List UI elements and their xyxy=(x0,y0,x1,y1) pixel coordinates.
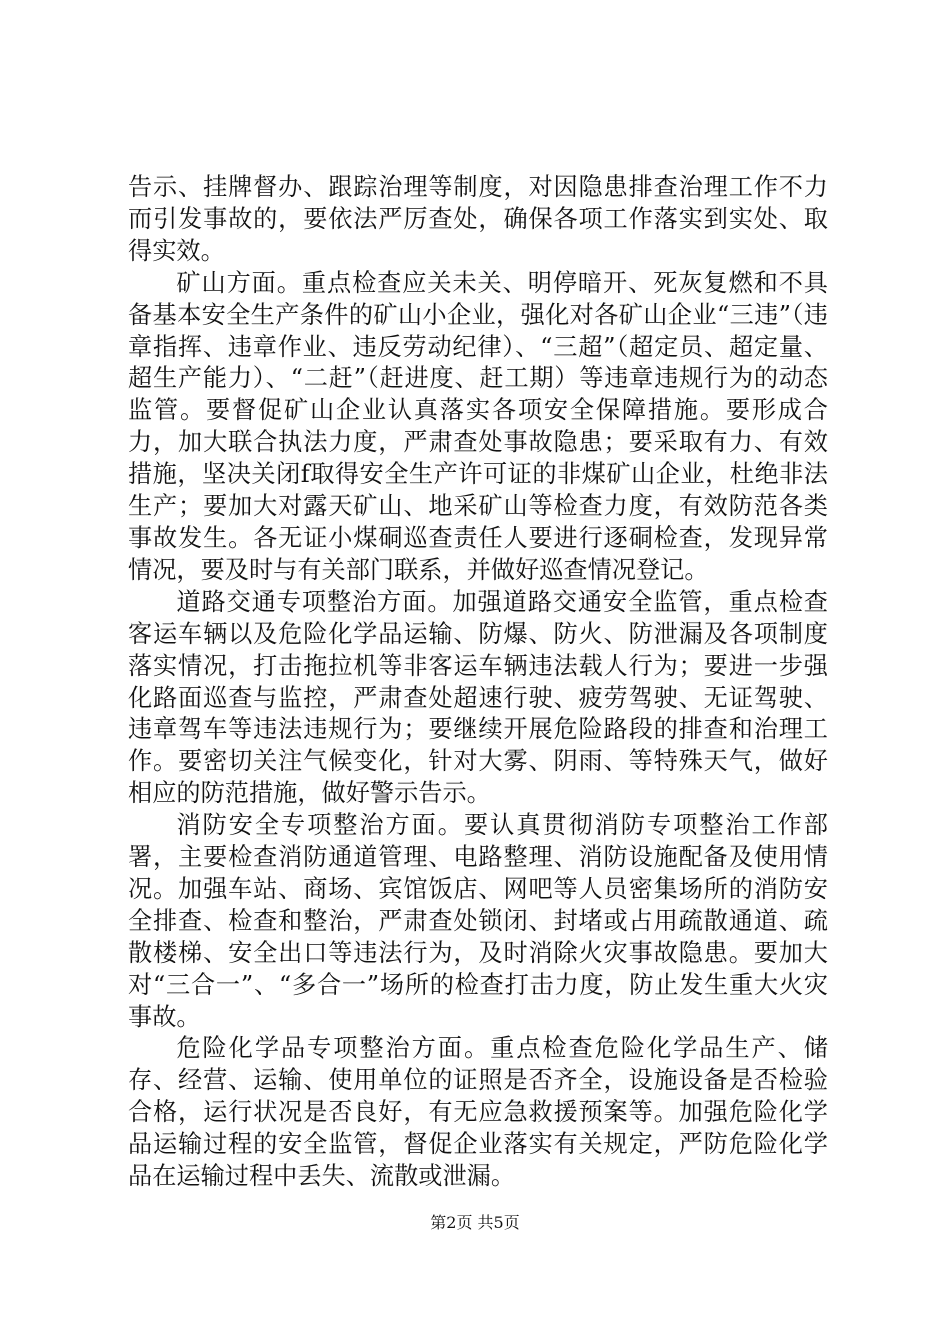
document-body xyxy=(128,172,828,1193)
paragraph-fire-safety: 消防安全专项整治方面。要认真贯彻消防专项整治工作部署，主要检查消防通道管理、电路整理、消防设施配备及使用情况。加强车站、商场、宾馆饭店、网吧等人员密集场所的消防安全排查、检查和整治，严肃查处锁闭、封堵或占用疏散通道、疏散楼梯、安全出口等违法行为，及时消除火灾事故隐患。要加大对“三合一”、“多合一”场所的检查打击力度，防止发生重大火灾事故。 xyxy=(128,811,828,1031)
paragraph-hazardous-chemicals: 危险化学品专项整治方面。重点检查危险化学品生产、储存、经营、运输、使用单位的证照是否齐全，设施设备是否检验合格，运行状况是否良好，有无应急救援预案等。加强危险化学品运输过程的安全监管，督促企业落实有关规定，严防危险化学品在运输过程中丢失、流散或泄漏。 xyxy=(128,1034,828,1191)
paragraph-road-traffic: 道路交通专项整治方面。加强道路交通安全监管，重点检查客运车辆以及危险化学品运输、防爆、防火、防泄漏及各项制度落实情况，打击拖拉机等非客运车辆违法载人行为；要进一步强化路面巡查与监控，严肃查处超速行驶、疲劳驾驶、无证驾驶、违章驾车等违法违规行为；要继续开展危险路段的排查和治理工作。要密切关注气候变化，针对大雾、阴雨、等特殊天气，做好相应的防范措施，做好警示告示。 xyxy=(128,587,828,808)
paragraph-mining: 矿山方面。重点检查应关未关、明停暗开、死灰复燃和不具备基本安全生产条件的矿山小企业，强化对各矿山企业“三违”（违章指挥、违章作业、违反劳动纪律）、“三超”（超定员、超定量、超生产能力）、“二赶”（赶进度、赶工期）等违章违规行为的动态监管。要督促矿山企业认真落实各项安全保障措施。要形成合力，加大联合执法力度，严肃查处事故隐患；要采取有力、有效措施，坚决关闭f取得安全生产许可证的非煤矿山企业，杜绝非法生产；要加大对露天矿山、地采矿山等检查力度，有效防范各类事故发生。各无证小煤硐巡查责任人要进行逐硐检查，发现异常情况，要及时与有关部门联系，并做好巡查情况登记。 xyxy=(128,268,828,584)
paragraph-continuation: 告示、挂牌督办、跟踪治理等制度，对因隐患排查治理工作不力而引发事故的，要依法严厉查处，确保各项工作落实到实处、取得实效。 xyxy=(128,173,828,265)
page-number-footer: 第2页 共5页 xyxy=(430,1213,520,1232)
